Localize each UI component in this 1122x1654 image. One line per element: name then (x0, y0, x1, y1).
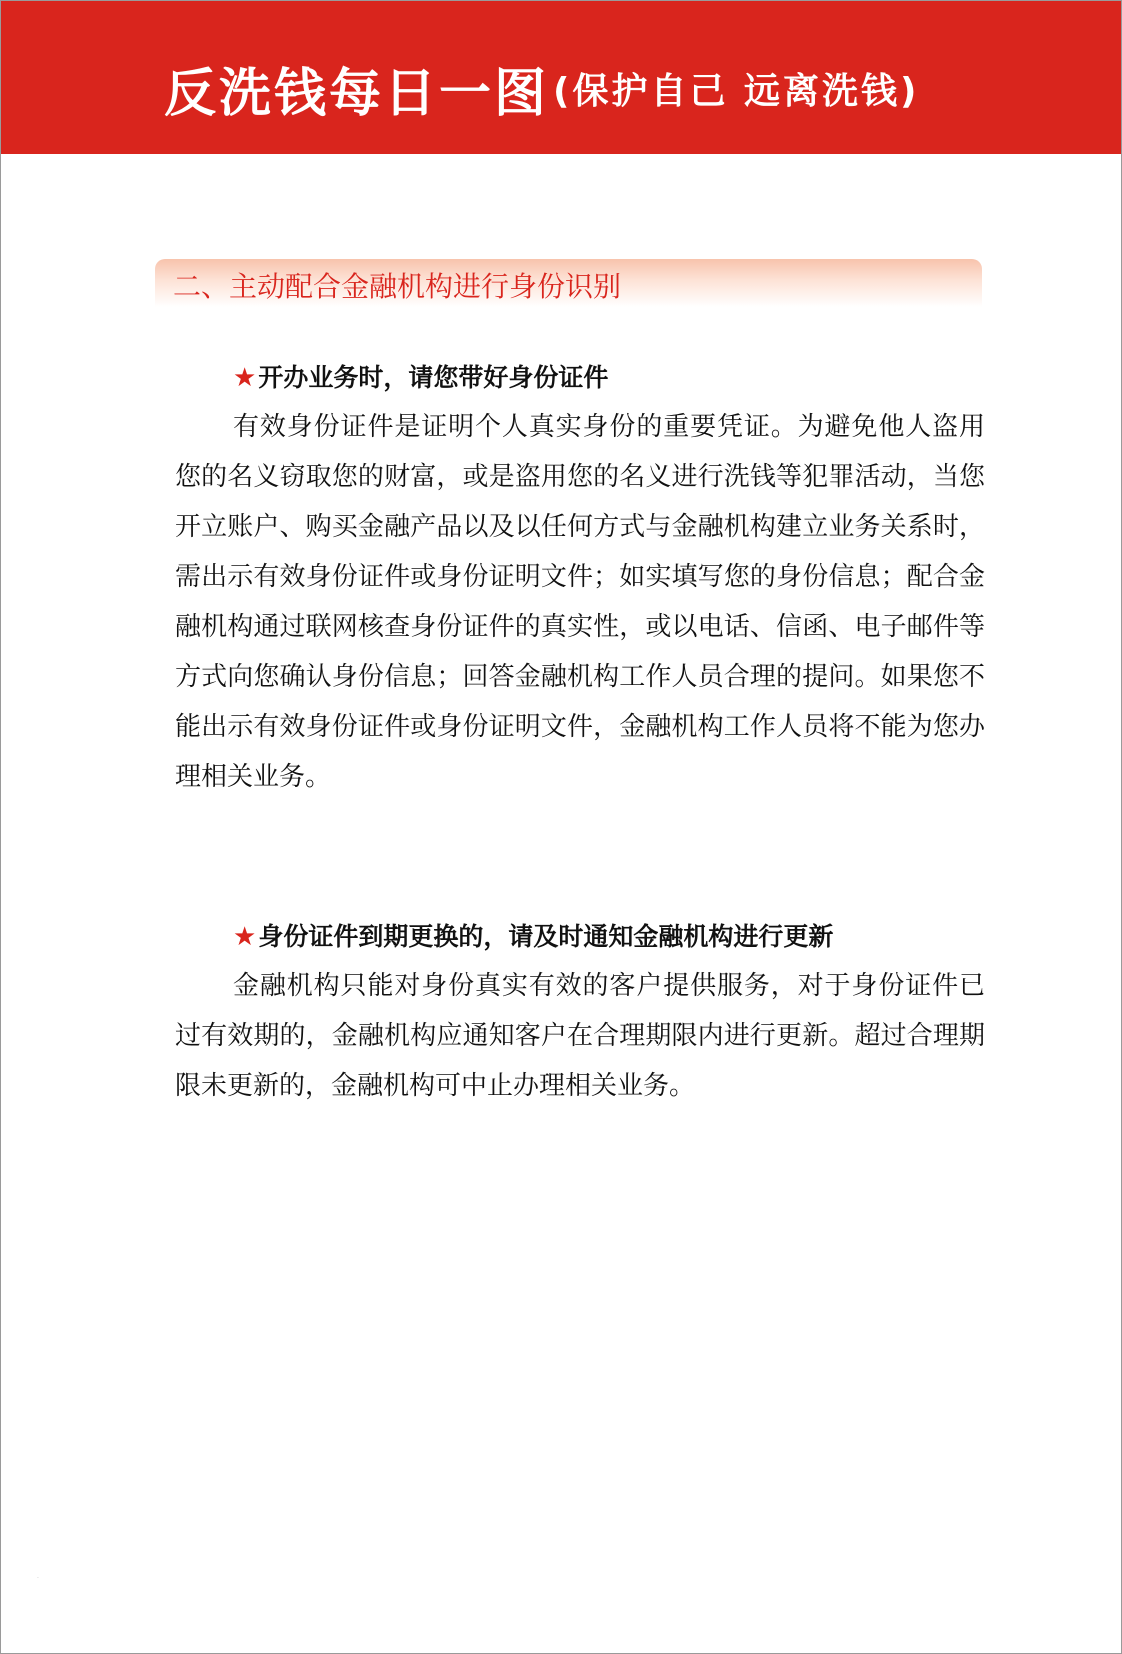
section-heading-bar (155, 259, 982, 307)
item-heading-id-documents (233, 358, 608, 394)
header-subtitle: (保护自己 远离洗钱) (553, 71, 920, 112)
section-title: 二、主动配合金融机构进行身份识别 (173, 270, 622, 303)
item-body-id-renewal: 金融机构只能对身份真实有效的客户提供服务，对于身份证件已过有效期的，金融机构应通知客户在合理期限内进行更新。超过合理期限未更新的，金融机构可中止办理相关业务。 (175, 971, 985, 1101)
item-heading-text: 开办业务时，请您带好身份证件 (258, 363, 609, 392)
item-heading-id-renewal (233, 917, 833, 953)
star-icon: ★ (233, 363, 257, 393)
item-body-id-documents: 有效身份证件是证明个人真实身份的重要凭证。为避免他人盗用您的名义窃取您的财富，或是盗用您的名义进行洗钱等犯罪活动，当您开立账户、购买金融产品以及以任何方式与金融机构建立业务关系时，需出示有效身份证件或身份证明文件；如实填写您的身份信息；配合金融机构通过联网核查身份证件的真实性，或以电话、信函、电子邮件等方式向您确认身份信息；回答金融机构工作人员合理的提问。如果您不能出示有效身份证件或身份证明文件，金融机构工作人员将不能为您办理相关业务。 (175, 412, 985, 792)
star-icon: ★ (233, 922, 257, 952)
header-title (164, 51, 919, 126)
header-banner (1, 1, 1121, 154)
header-main-title: 反洗钱每日一图 (164, 64, 550, 124)
item-heading-text: 身份证件到期更换的，请及时通知金融机构进行更新 (258, 922, 834, 951)
corner-mark: · (37, 1575, 39, 1582)
